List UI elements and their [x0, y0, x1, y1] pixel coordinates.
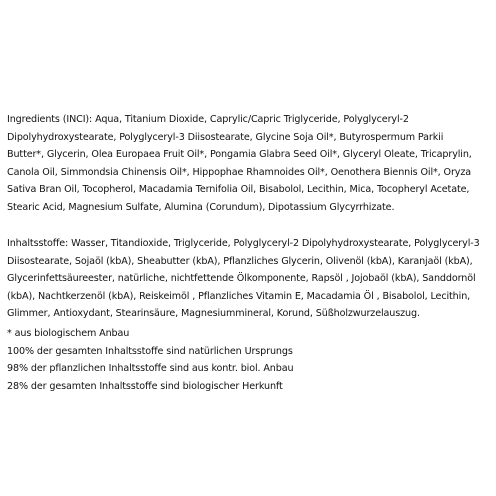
text-line: Sativa Bran Oil, Tocopherol, Macadamia Ternifolia Oil, Bisabolol, Lecithin, Mica, Tocopheryl Acetate,: [7, 184, 470, 196]
text-line: Ingredients (INCI): Aqua, Titanium Dioxide, Caprylic/Capric Triglyceride, Polyglyceryl-2: [7, 114, 409, 125]
text-line: Canola Oil, Simmondsia Chinensis Oil*, Hippophae Rhamnoides Oil*, Oenothera Biennis Oil*, Oryza: [7, 166, 472, 178]
text-line: Inhaltsstoffe: Wasser, Titandioxide, Triglyceride, Polyglyceryl-2 Dipolyhydroxystearate, Polyglyceryl-3: [7, 238, 480, 249]
footnote-line: 98% der pflanzlichen Inhaltsstoffe sind aus kontr. biol. Anbau: [7, 363, 294, 375]
footnote-line: 28% der gesamten Inhaltsstoffe sind biologischer Herkunft: [7, 380, 283, 392]
ingredients-english-paragraph: [7, 111, 489, 217]
footnote-line: 100% der gesamten Inhaltsstoffe sind natürlichen Ursprungs: [7, 345, 293, 357]
text-line: Butter*, Glycerin, Olea Europaea Fruit Oil*, Pongamia Glabra Seed Oil*, Glyceryl Oleate, Tricaprylin,: [7, 149, 472, 161]
footnote-line: * aus biologischem Anbau: [7, 328, 130, 339]
footnotes-paragraph: [7, 325, 489, 395]
ingredients-german-paragraph: [7, 235, 489, 323]
text-line: Stearic Acid, Magnesium Sulfate, Alumina (Corundum), Dipotassium Glycyrrhizate.: [7, 201, 395, 213]
text-line: Dipolyhydroxystearate, Polyglyceryl-3 Diisostearate, Glycine Soja Oil*, Butyrospermum Parkii: [7, 131, 444, 143]
text-line: Diisostearate, Sojaöl (kbA), Sheabutter (kbA), Pflanzliches Glycerin, Olivenöl (kbA), Karanjaöl (kbA),: [7, 255, 473, 267]
text-line: Glycerinfettsäureester, natürliche, nichtfettende Ölkomponente, Rapsöl , Jojobaöl (kbA), Sanddornöl: [7, 273, 476, 285]
text-line: Glimmer, Antioxydant, Stearinsäure, Magnesiummineral, Korund, Süßholzwurzelauszug.: [7, 308, 420, 320]
text-line: (kbA), Nachtkerzenöl (kbA), Reiskeimöl , Pflanzliches Vitamin E, Macadamia Öl , Bisabolol, Lecithin,: [7, 290, 471, 302]
